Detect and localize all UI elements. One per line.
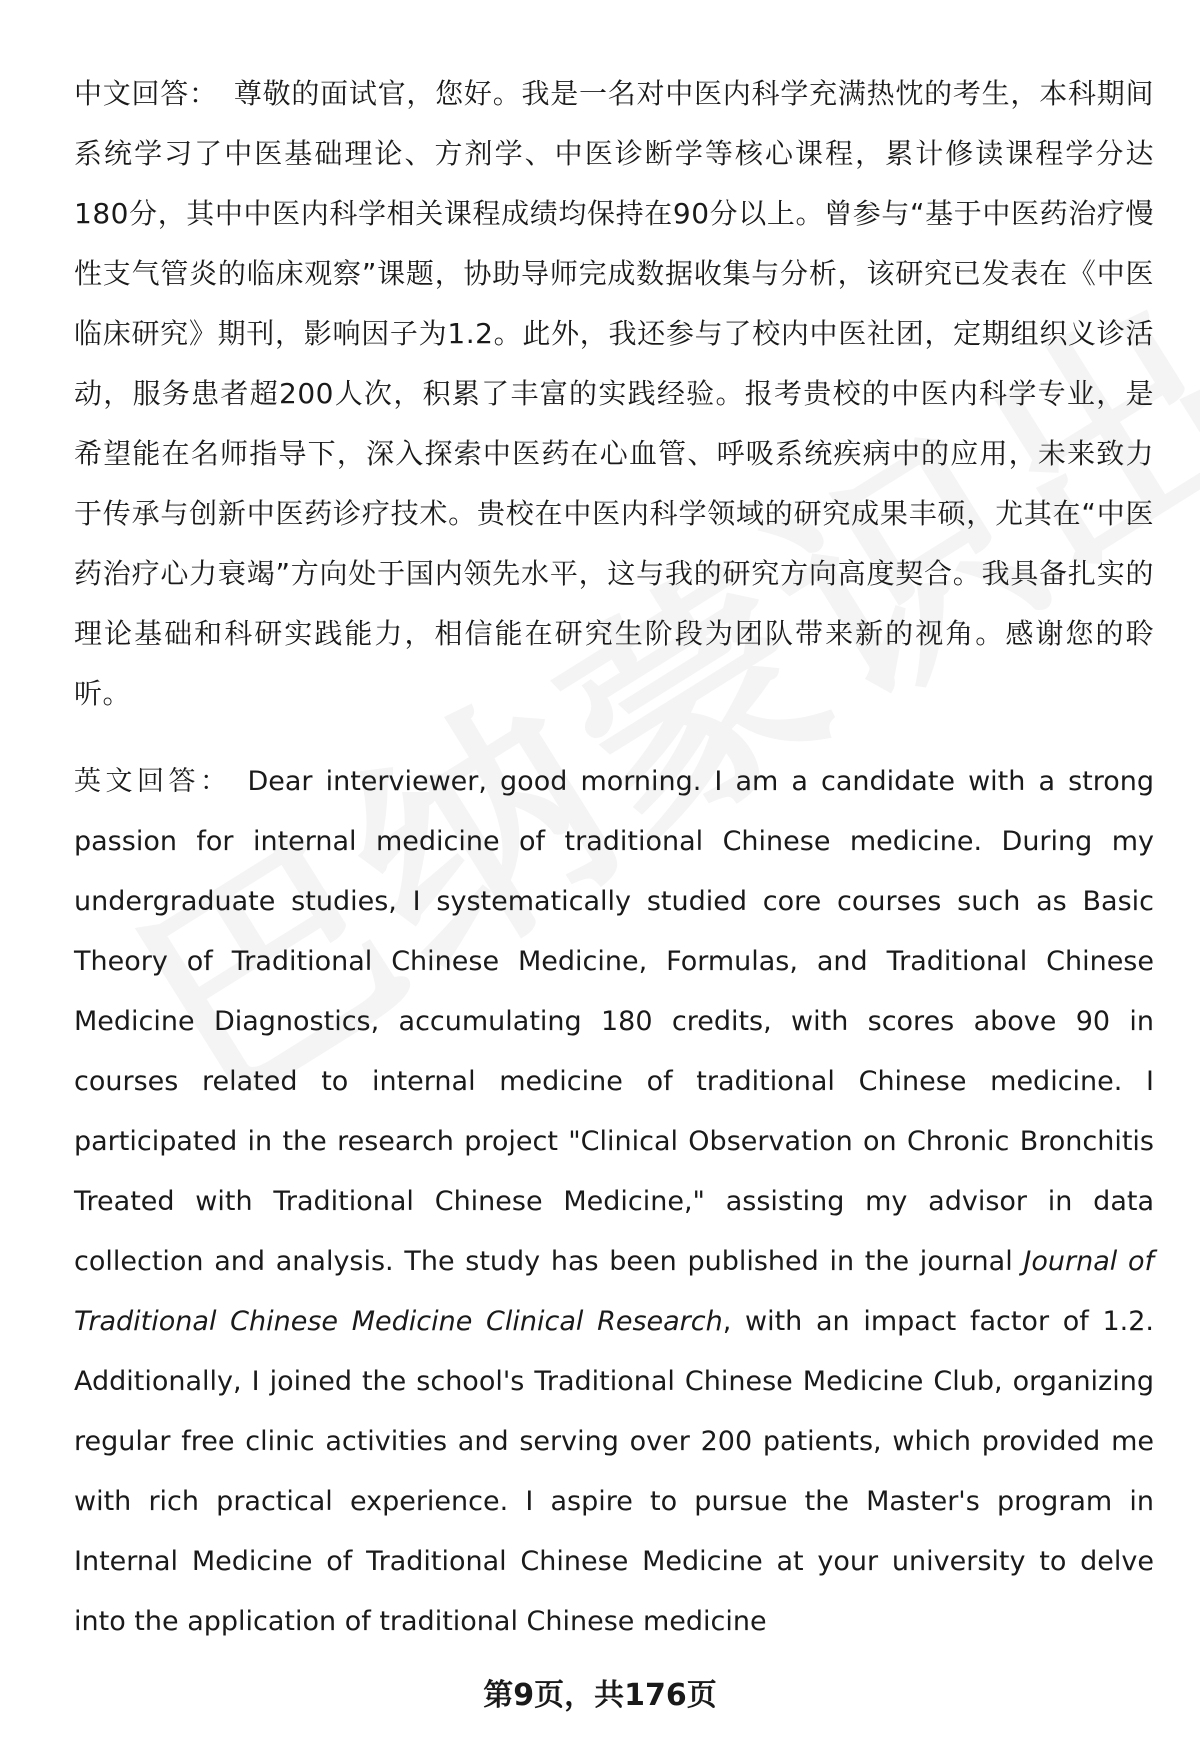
english-answer-text-part2: , with an impact factor of 1.2. Additionally, I joined the school's Traditional Chinese Medicine Club, organizing regular free clinic activities and serving over 200 patients, which provided me with rich practical experience. I aspire to pursue the Master's program in Internal Medicine of Traditional Chinese Medicine at your university to delve into the application of traditional Chinese medicine (74, 1306, 1154, 1637)
chinese-answer-text: 尊敬的面试官，您好。我是一名对中医内科学充满热忱的考生，本科期间系统学习了中医基础理论、方剂学、中医诊断学等核心课程，累计修读课程学分达180分，其中中医内科学相关课程成绩均保持在90分以上。曾参与“基于中医药治疗慢性支气管炎的临床观察”课题，协助导师完成数据收集与分析，该研究已发表在《中医临床研究》期刊，影响因子为1.2。此外，我还参与了校内中医社团，定期组织义诊活动，服务患者超200人次，积累了丰富的实践经验。报考贵校的中医内科学专业，是希望能在名师指导下，深入探索中医药在心血管、呼吸系统疾病中的应用，未来致力于传承与创新中医药诊疗技术。贵校在中医内科学领域的研究成果丰硕，尤其在“中医药治疗心力衰竭”方向处于国内领先水平，这与我的研究方向高度契合。我具备扎实的理论基础和科研实践能力，相信能在研究生阶段为团队带来新的视角。感谢您的聆听。 (74, 77, 1154, 710)
page-content (74, 64, 1154, 1652)
page-number-footer: 第9页，共176页 (483, 1678, 717, 1713)
english-answer-text-part1: Dear interviewer, good morning. I am a candidate with a strong passion for internal medicine of traditional Chinese medicine. During my undergraduate studies, I systematically studied core courses such as Basic Theory of Traditional Chinese Medicine, Formulas, and Traditional Chinese Medicine Diagnostics, accumulating 180 credits, with scores above 90 in courses related to internal medicine of traditional Chinese medicine. I participated in the research project "Clinical Observation on Chronic Bronchitis Treated with Traditional Chinese Medicine," assisting my advisor in data collection and analysis. The study has been published in the journal (74, 766, 1154, 1277)
english-answer-paragraph (74, 752, 1154, 1652)
english-answer-label: 英文回答： (74, 766, 232, 797)
journal-title: Journal of Traditional Chinese Medicine Clinical Research (74, 1246, 1155, 1337)
chinese-answer-paragraph (74, 64, 1154, 724)
chinese-answer-label: 中文回答： (74, 77, 218, 110)
